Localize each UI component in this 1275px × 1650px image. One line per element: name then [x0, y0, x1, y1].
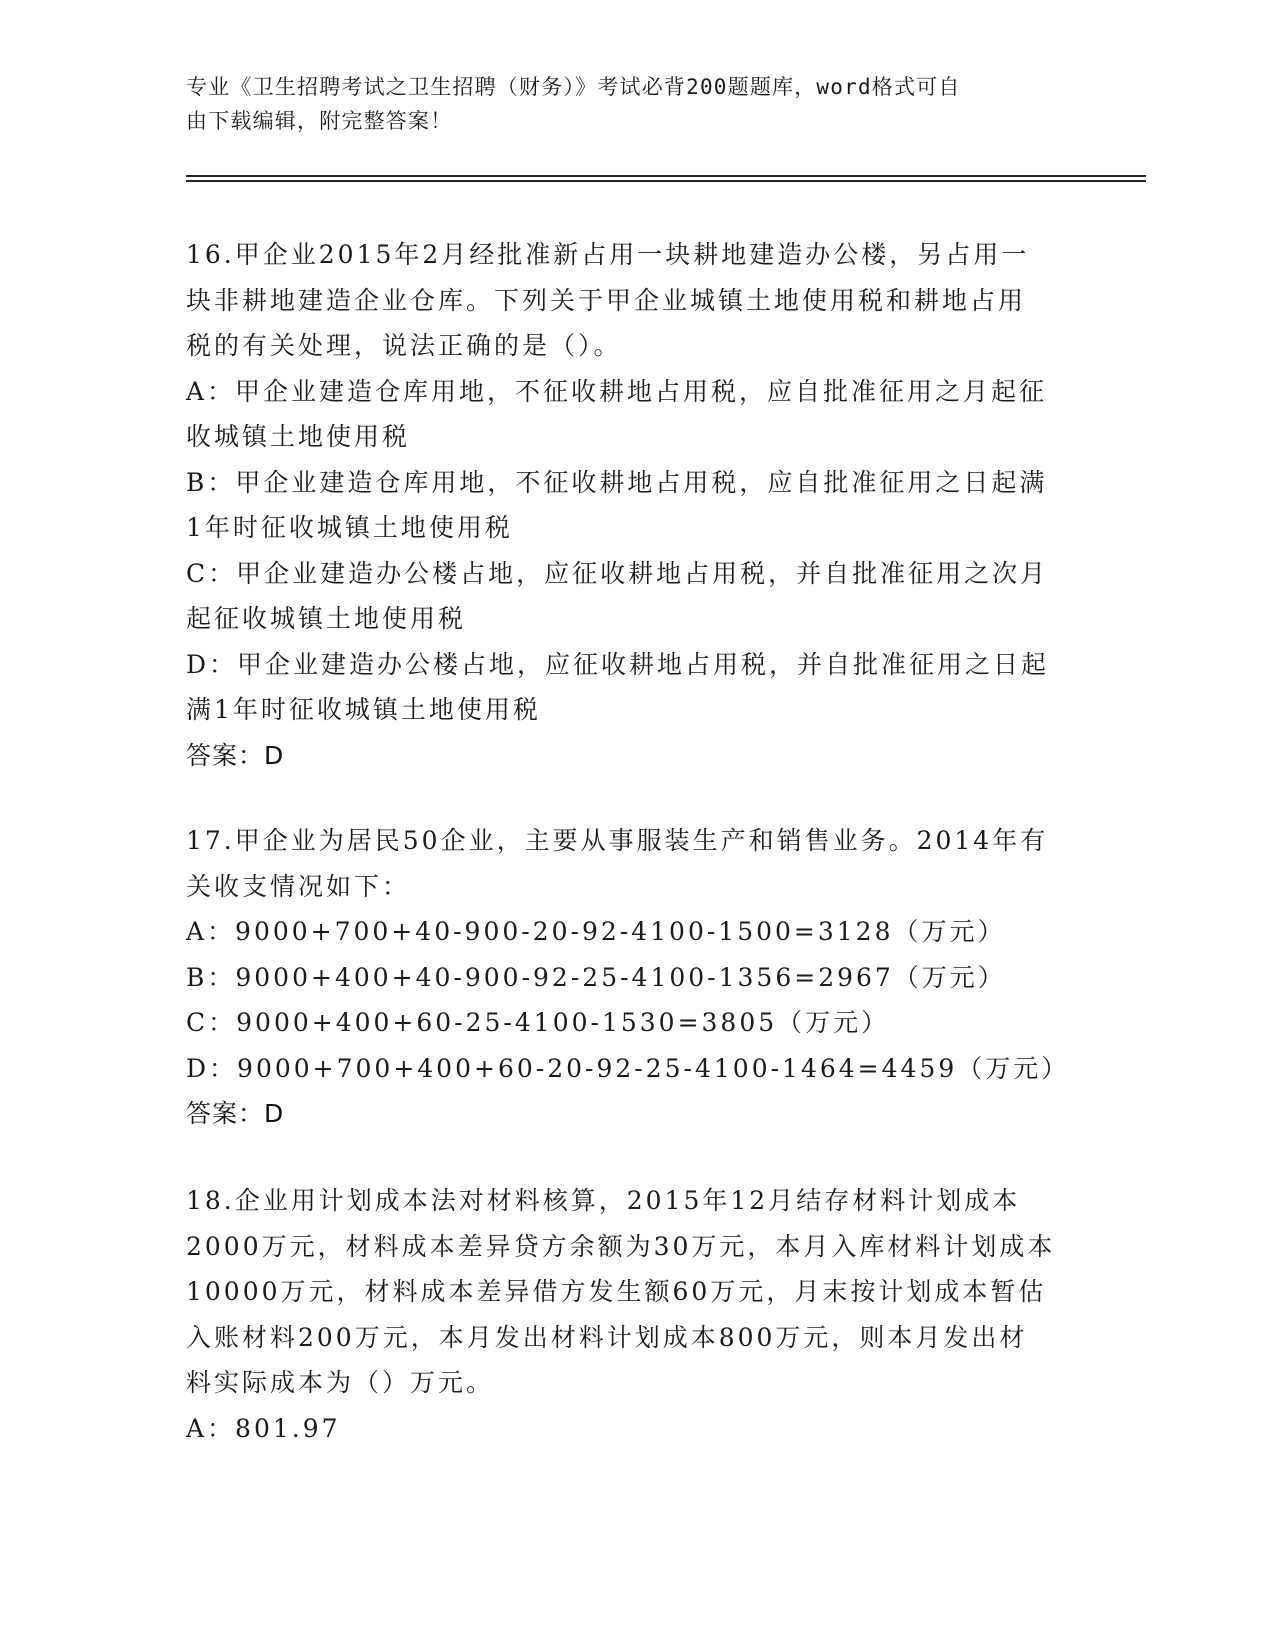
- question-stem-line: 入账材料200万元，本月发出材料计划成本800万元，则本月发出材: [186, 1322, 1028, 1352]
- document-header: [186, 70, 1086, 138]
- option-c-line: C：9000+400+60-25-4100-1530=3805（万元）: [186, 1008, 890, 1037]
- question-stem-line: 16.甲企业2015年2月经批准新占用一块耕地建造办公楼，另占用一: [186, 240, 1030, 269]
- answer-label: 答案：D: [186, 740, 285, 770]
- question-stem-line: 料实际成本为（）万元。: [186, 1368, 495, 1397]
- option-d-line: D：甲企业建造办公楼占地，应征收耕地占用税，并自批准征用之日起: [186, 649, 1050, 679]
- option-b-line: B：甲企业建造仓库用地，不征收耕地占用税，应自批准征用之日起满: [186, 467, 1048, 497]
- header-divider-top: [186, 175, 1146, 177]
- option-d-line: D：9000+700+400+60-20-92-25-4100-1464=4459（万元）: [186, 1053, 1070, 1083]
- header-line-1: 专业《卫生招聘考试之卫生招聘（财务）》考试必背200题题库，word格式可自: [186, 75, 961, 99]
- option-b-line: B：9000+400+40-900-92-25-4100-1356=2967（万元）: [186, 962, 1006, 992]
- header-line-2: 由下载编辑，附完整答案！: [186, 109, 453, 133]
- question-stem-line: 2000万元，材料成本差异贷方余额为30万元，本月入库材料计划成本: [186, 1231, 1056, 1261]
- question-stem-line: 税的有关处理，说法正确的是（）。: [186, 331, 622, 360]
- question-stem-line: 18.企业用计划成本法对材料核算，2015年12月结存材料计划成本: [186, 1186, 1021, 1215]
- answer-label: 答案：D: [186, 1099, 285, 1128]
- option-a-line: 收城镇土地使用税: [186, 422, 411, 451]
- question-16: [186, 232, 1086, 778]
- header-divider-bottom: [186, 180, 1146, 182]
- option-a-line: A：9000+700+40-900-20-92-4100-1500=3128（万元）: [186, 917, 1006, 946]
- question-stem-line: 块非耕地建造企业仓库。下列关于甲企业城镇土地使用税和耕地占用: [186, 285, 1027, 315]
- question-stem-line: 关收支情况如下：: [186, 871, 411, 901]
- option-b-line: 1年时征收城镇土地使用税: [186, 513, 513, 542]
- question-18: [186, 1178, 1086, 1451]
- question-stem-line: 17.甲企业为居民50企业，主要从事服装生产和销售业务。2014年有: [186, 826, 1049, 855]
- option-c-line: C：甲企业建造办公楼占地，应征收耕地占用税，并自批准征用之次月: [186, 558, 1049, 588]
- option-a-line: A：甲企业建造仓库用地，不征收耕地占用税，应自批准征用之月起征: [186, 376, 1048, 406]
- option-c-line: 起征收城镇土地使用税: [186, 604, 467, 633]
- option-a-line: A：801.97: [186, 1413, 341, 1443]
- question-stem-line: 10000万元，材料成本差异借方发生额60万元，月末按计划成本暂估: [186, 1277, 1047, 1306]
- option-d-line: 满1年时征收城镇土地使用税: [186, 695, 541, 724]
- question-17: [186, 818, 1086, 1137]
